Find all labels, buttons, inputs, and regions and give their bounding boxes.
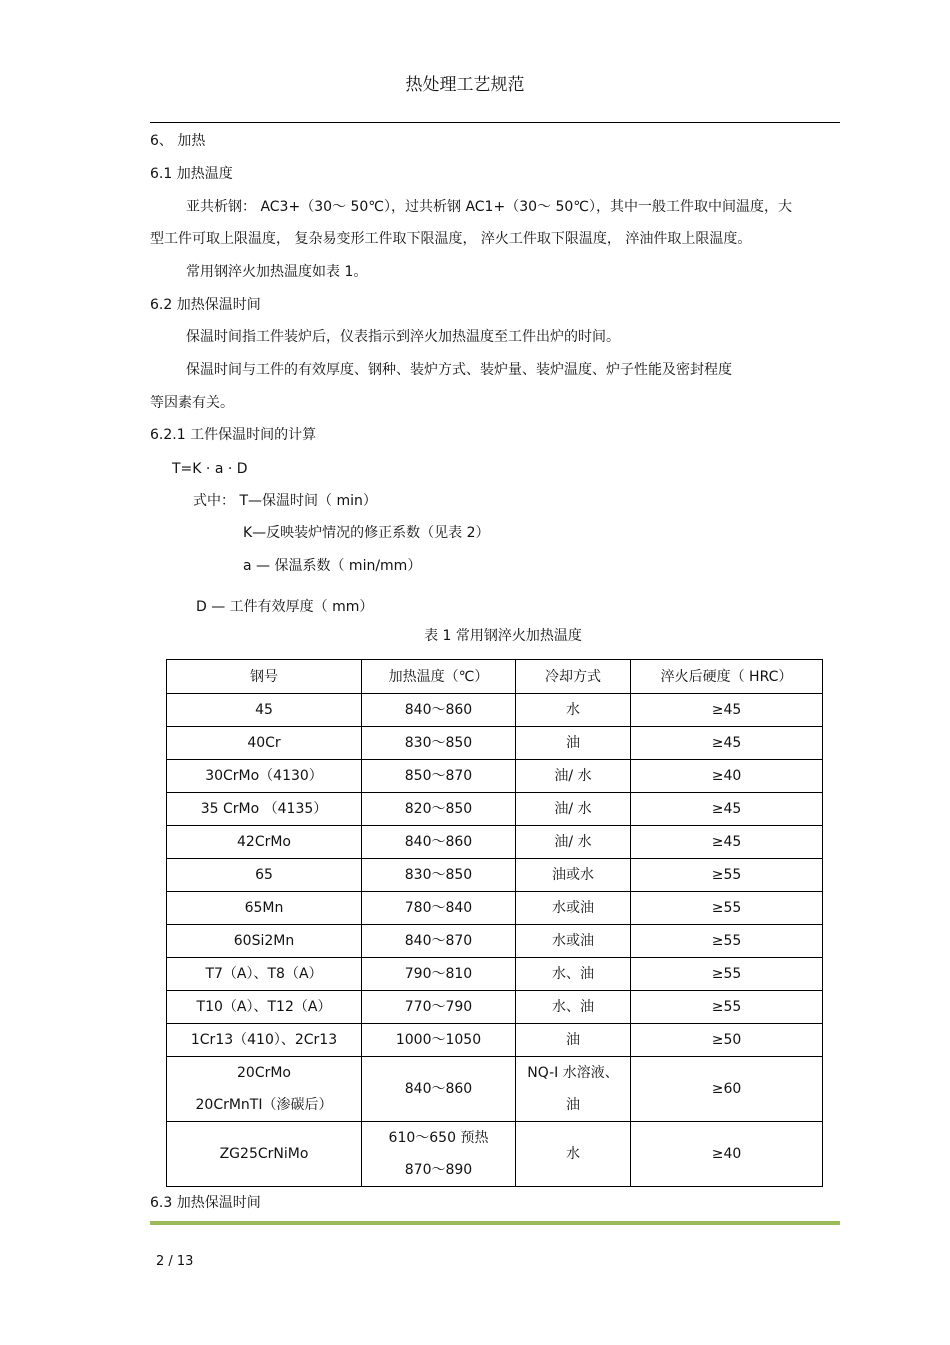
cell-grade: 40Cr <box>167 727 362 760</box>
cell-temperature: 840～860 <box>362 1057 516 1122</box>
table-row <box>167 991 823 1024</box>
cell-hardness: ≥55 <box>631 991 823 1024</box>
cell-grade: 1Cr13（410）、2Cr13 <box>167 1024 362 1057</box>
paragraph-6-1-table-ref: 常用钢淬火加热温度如表 1。 <box>186 264 368 280</box>
document-title: 热处理工艺规范 <box>405 75 525 95</box>
cell-cooling: 水 <box>516 1122 631 1187</box>
formula: T=K · a · D <box>172 461 248 477</box>
table-row <box>167 1024 823 1057</box>
cell-cooling: 油或水 <box>516 859 631 892</box>
cell-cooling: 水、油 <box>516 958 631 991</box>
cell-grade: 60Si2Mn <box>167 925 362 958</box>
table-row <box>167 793 823 826</box>
cell-cooling: 油/ 水 <box>516 793 631 826</box>
cell-temperature: 780～840 <box>362 892 516 925</box>
header-divider <box>150 122 840 123</box>
footer-divider <box>150 1221 840 1225</box>
header-steel-grade: 钢号 <box>167 660 362 694</box>
heading-6-3: 6.3 加热保温时间 <box>150 1195 261 1211</box>
heading-6: 6、 加热 <box>150 133 206 149</box>
heading-6-1: 6.1 加热温度 <box>150 166 233 182</box>
cell-grade: 35 CrMo （4135） <box>167 793 362 826</box>
table-row <box>167 826 823 859</box>
cell-grade: 65 <box>167 859 362 892</box>
cell-hardness: ≥55 <box>631 892 823 925</box>
cell-grade-line: 20CrMnTI（渗碳后） <box>195 1097 333 1113</box>
page-number: 2 / 13 <box>156 1254 194 1269</box>
cell-cooling: 水 <box>516 694 631 727</box>
formula-where-k: K—反映装炉情况的修正系数（见表 2） <box>243 525 490 541</box>
cell-grade: 42CrMo <box>167 826 362 859</box>
cell-temperature: 840～870 <box>362 925 516 958</box>
cell-hardness: ≥55 <box>631 925 823 958</box>
cell-cooling: 油 <box>516 1024 631 1057</box>
cell-hardness: ≥45 <box>631 727 823 760</box>
cell-hardness: ≥45 <box>631 793 823 826</box>
cell-grade: T10（A）、T12（A） <box>167 991 362 1024</box>
table-row <box>167 694 823 727</box>
formula-where-a: a — 保温系数（ min/mm） <box>243 558 422 574</box>
table-row <box>167 859 823 892</box>
cell-hardness: ≥60 <box>631 1057 823 1122</box>
cell-grade: 30CrMo（4130） <box>167 760 362 793</box>
cell-grade: 65Mn <box>167 892 362 925</box>
cell-grade <box>167 1057 362 1122</box>
cell-temperature: 1000～1050 <box>362 1024 516 1057</box>
table-1-caption: 表 1 常用钢淬火加热温度 <box>424 628 582 644</box>
cell-temperature: 850～870 <box>362 760 516 793</box>
cell-hardness: ≥50 <box>631 1024 823 1057</box>
paragraph-6-1-line-2: 型工件可取上限温度， 复杂易变形工件取下限温度， 淬火工件取下限温度， 淬油件取上限温度。 <box>150 231 752 247</box>
cell-temperature: 770～790 <box>362 991 516 1024</box>
cell-hardness: ≥55 <box>631 958 823 991</box>
table-header-row <box>167 660 823 694</box>
cell-temperature: 840～860 <box>362 694 516 727</box>
cell-grade-line: 20CrMo <box>237 1065 291 1081</box>
cell-cooling: 水或油 <box>516 892 631 925</box>
cell-cooling: 油 <box>516 727 631 760</box>
heading-6-2-1: 6.2.1 工件保温时间的计算 <box>150 427 317 443</box>
paragraph-6-2-factors-line-2: 等因素有关。 <box>150 395 234 411</box>
cell-cooling: 水、油 <box>516 991 631 1024</box>
cell-cooling-line: NQ-I 水溶液、 <box>527 1065 619 1081</box>
cell-temperature: 820～850 <box>362 793 516 826</box>
cell-grade: T7（A）、T8（A） <box>167 958 362 991</box>
paragraph-6-2-definition: 保温时间指工件装炉后，仪表指示到淬火加热温度至工件出炉的时间。 <box>186 329 620 345</box>
table-row <box>167 925 823 958</box>
cell-hardness: ≥40 <box>631 760 823 793</box>
table-row <box>167 892 823 925</box>
header-cooling-method: 冷却方式 <box>516 660 631 694</box>
cell-hardness: ≥55 <box>631 859 823 892</box>
header-heating-temperature: 加热温度（℃） <box>362 660 516 694</box>
header-hardness: 淬火后硬度（ HRC） <box>631 660 823 694</box>
cell-temperature: 840～860 <box>362 826 516 859</box>
cell-hardness: ≥45 <box>631 694 823 727</box>
table-row <box>167 1122 823 1187</box>
paragraph-6-1-line-1: 亚共析钢： AC3+（30～ 50℃），过共析钢 AC1+（30～ 50℃），其中一般工件取中间温度，大 <box>186 199 792 215</box>
cell-cooling: 水或油 <box>516 925 631 958</box>
paragraph-6-2-factors-line-1: 保温时间与工件的有效厚度、钢种、装炉方式、装炉量、装炉温度、炉子性能及密封程度 <box>186 362 732 378</box>
table-row <box>167 958 823 991</box>
table-row <box>167 1057 823 1122</box>
formula-where-d: D — 工件有效厚度（ mm） <box>196 599 374 615</box>
heading-6-2: 6.2 加热保温时间 <box>150 297 261 313</box>
cell-hardness: ≥40 <box>631 1122 823 1187</box>
cell-temperature-line: 610～650 预热 <box>388 1130 489 1146</box>
cell-temperature: 830～850 <box>362 859 516 892</box>
cell-hardness: ≥45 <box>631 826 823 859</box>
cell-temperature <box>362 1122 516 1187</box>
cell-temperature: 830～850 <box>362 727 516 760</box>
cell-grade: 45 <box>167 694 362 727</box>
cell-cooling: 油/ 水 <box>516 760 631 793</box>
cell-temperature-line: 870～890 <box>404 1162 473 1178</box>
cell-grade: ZG25CrNiMo <box>167 1122 362 1187</box>
table-row <box>167 760 823 793</box>
cell-cooling <box>516 1057 631 1122</box>
formula-where-t: 式中： T—保温时间（ min） <box>193 493 377 509</box>
cell-temperature: 790～810 <box>362 958 516 991</box>
table-row <box>167 727 823 760</box>
cell-cooling-line: 油 <box>566 1097 580 1113</box>
quench-temperature-table <box>166 659 823 1187</box>
cell-cooling: 油/ 水 <box>516 826 631 859</box>
